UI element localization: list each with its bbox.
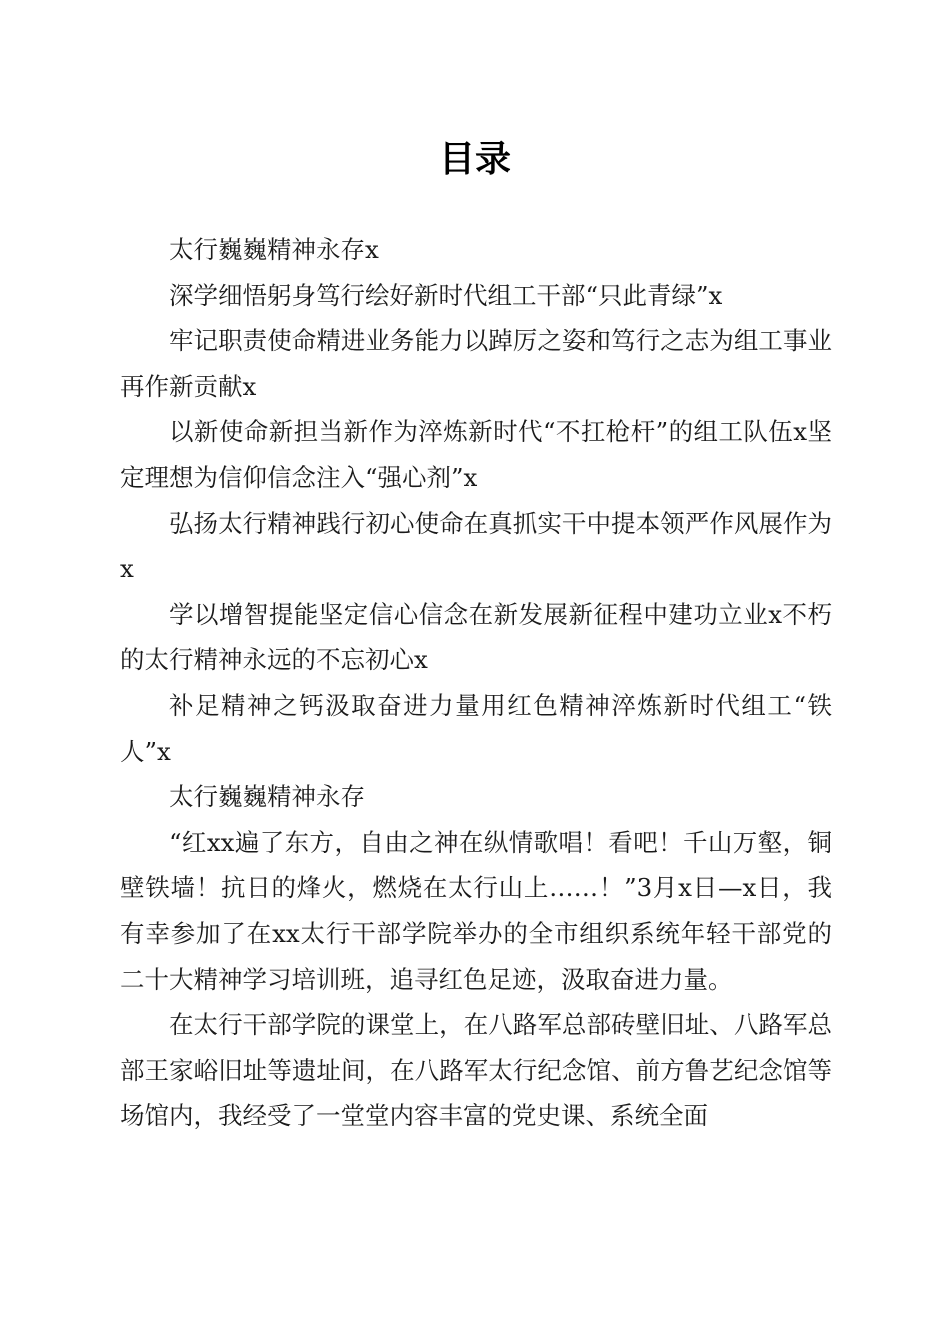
document-body [120, 227, 832, 1139]
toc-entry: 弘扬太行精神践行初心使命在真抓实干中提本领严作风展作为x [120, 508, 832, 584]
body-paragraph: “红xx遍了东方，自由之神在纵情歌唱！看吧！千山万壑，铜壁铁墙！抗日的烽火，燃烧在太行山上……！”3月x日—x日，我有幸参加了在xx太行干部学院举办的全市组织系统年轻干部党的二十大精神学习培训班，追寻红色足迹，汲取奋进力量。 [120, 827, 832, 994]
toc-entry: 学以增智提能坚定信心信念在新发展新征程中建功立业x不朽的太行精神永远的不忘初心x [120, 599, 832, 675]
page-title: 目录 [438, 138, 511, 180]
body-paragraph: 在太行干部学院的课堂上，在八路军总部砖壁旧址、八路军总部王家峪旧址等遗址间，在八路军太行纪念馆、前方鲁艺纪念馆等场馆内，我经受了一堂堂内容丰富的党史课、系统全面 [120, 1010, 832, 1131]
toc-entry: 太行巍巍精神永存x [169, 235, 379, 264]
toc-entry: 以新使命新担当新作为淬炼新时代“不扛枪杆”的组工队伍x坚定理想为信仰信念注入“强心剂”x [120, 417, 832, 492]
toc-entry: 深学细悟躬身笃行绘好新时代组工干部“只此青绿”x [169, 280, 723, 310]
toc-entry: 牢记职责使命精进业务能力以踔厉之姿和笃行之志为组工事业再作新贡献x [120, 326, 832, 401]
article-title: 太行巍巍精神永存 [169, 782, 365, 812]
toc-entry: 补足精神之钙汲取奋进力量用红色精神淬炼新时代组工“铁人”x [120, 690, 832, 766]
